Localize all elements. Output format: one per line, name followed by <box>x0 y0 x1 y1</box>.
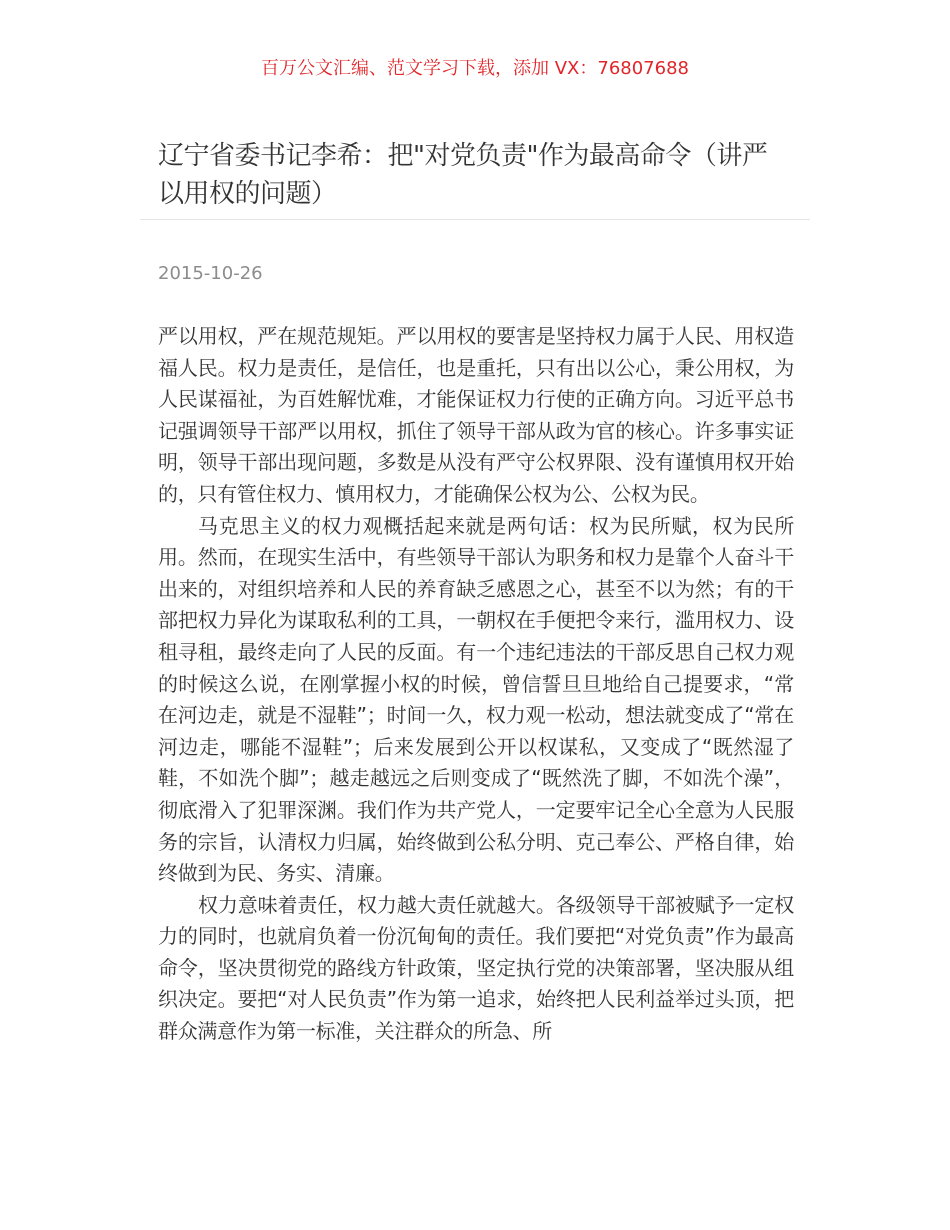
paragraph: 马克思主义的权力观概括起来就是两句话：权为民所赋，权为民所用。然而，在现实生活中，有些领导干部认为职务和权力是靠个人奋斗干出来的，对组织培养和人民的养育缺乏感恩之心，甚至不以为然；有的干部把权力异化为谋取私利的工具，一朝权在手便把令来行，滥用权力、设租寻租，最终走向了人民的反面。有一个违纪违法的干部反思自己权力观的时候这么说，在刚掌握小权的时候，曾信誓旦旦地给自己提要求，“常在河边走，就是不湿鞋”；时间一久，权力观一松动，想法就变成了“常在河边走，哪能不湿鞋”；后来发展到公开以权谋私，又变成了“既然湿了鞋，不如洗个脚”；越走越远之后则变成了“既然洗了脚，不如洗个澡”，彻底滑入了犯罪深渊。我们作为共产党人，一定要牢记全心全意为人民服务的宗旨，认清权力归属，始终做到公私分明、克己奉公、严格自律，始终做到为民、务实、清廉。 <box>158 513 794 886</box>
promo-banner: 百万公文汇编、范文学习下载，添加 VX：76807688 <box>261 58 689 79</box>
article-header <box>158 137 792 213</box>
article-title: 辽宁省委书记李希：把"对党负责"作为最高命令（讲严以用权的问题） <box>158 141 768 209</box>
article-body <box>158 321 794 1048</box>
title-divider <box>140 219 810 220</box>
paragraph: 严以用权，严在规范规矩。严以用权的要害是坚持权力属于人民、用权造福人民。权力是责任，是信任，也是重托，只有出以公心，秉公用权，为人民谋福祉，为百姓解忧难，才能保证权力行使的正确方向。习近平总书记强调领导干部严以用权，抓住了领导干部从政为官的核心。许多事实证明，领导干部出现问题，多数是从没有严守公权界限、没有谨慎用权开始的，只有管住权力、慎用权力，才能确保公权为公、公权为民。 <box>158 324 794 506</box>
paragraph: 权力意味着责任，权力越大责任就越大。各级领导干部被赋予一定权力的同时，也就肩负着一份沉甸甸的责任。我们要把“对党负责”作为最高命令，坚决贯彻党的路线方针政策，坚定执行党的决策部署，坚决服从组织决定。要把“对人民负责”作为第一追求，始终把人民利益举过头顶，把群众满意作为第一标准，关注群众的所急、所 <box>158 892 794 1044</box>
publish-date: 2015-10-26 <box>158 263 263 284</box>
